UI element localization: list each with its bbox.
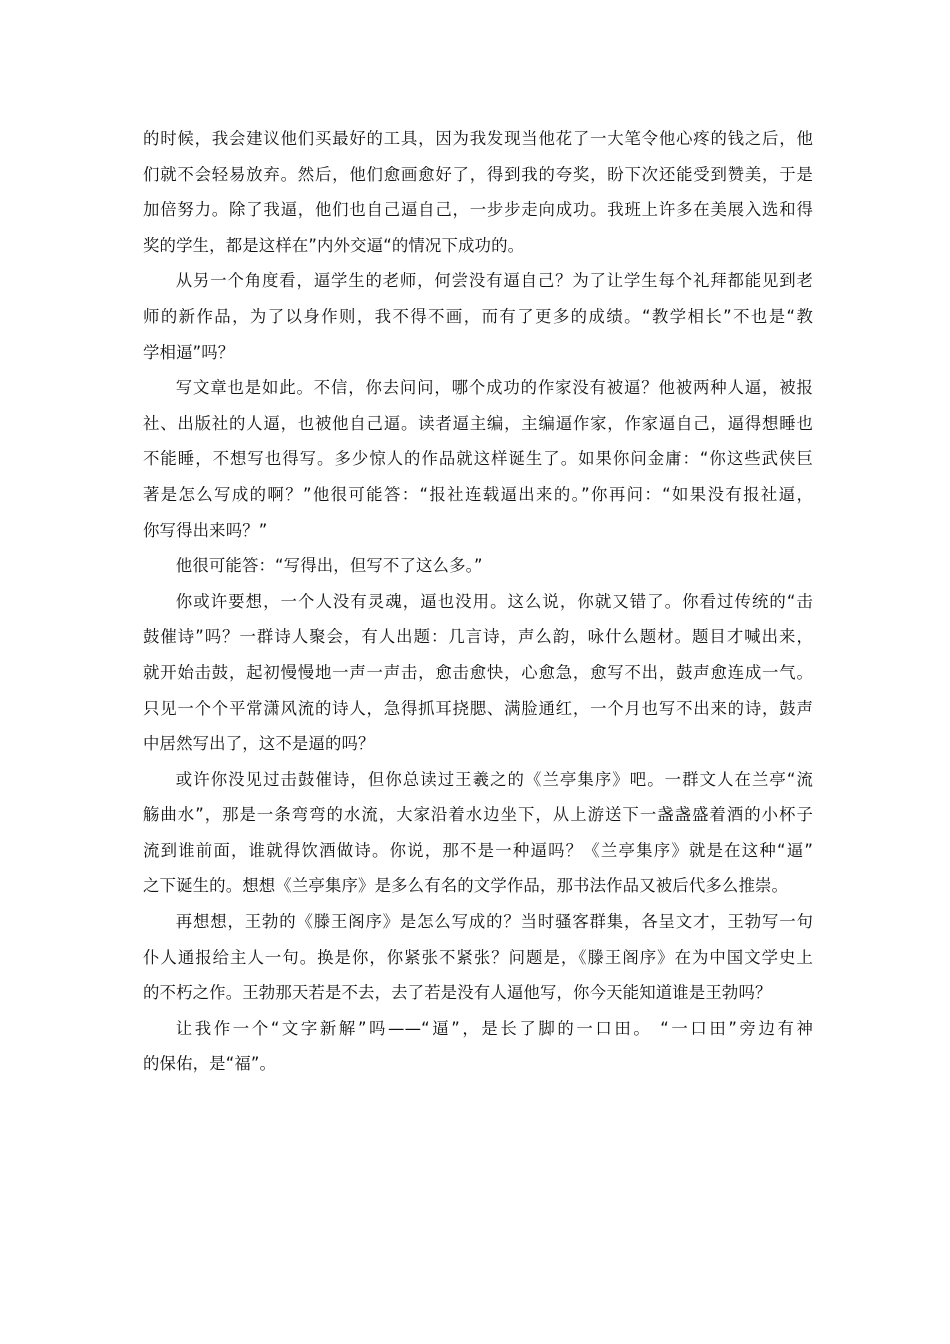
text-line: 们就不会轻易放弃。然后，他们愈画愈好了，得到我的夸奖，盼下次还能受到赞美，于是 bbox=[143, 164, 813, 184]
paragraph-5 bbox=[143, 584, 813, 762]
text-line: 中居然写出了，这不是逼的吗？ bbox=[143, 734, 375, 754]
text-line: 的不朽之作。王勃那天若是不去，去了若是没有人逼他写，你今天能知道谁是王勃吗？ bbox=[143, 983, 772, 1003]
text-line: 仆人通报给主人一句。换是你，你紧张不紧张？问题是，《滕王阁序》在为中国文学史上 bbox=[143, 947, 813, 967]
text-line: 的保佑，是“福”。 bbox=[143, 1054, 277, 1074]
text-line: 师的新作品，为了以身作则，我不得不画，而有了更多的成绩。“教学相长”不也是“教 bbox=[143, 306, 813, 326]
paragraph-2 bbox=[143, 263, 813, 370]
paragraph-4 bbox=[143, 548, 813, 584]
text-line: 他很可能答：“写得出，但写不了这么多。” bbox=[175, 556, 483, 576]
text-line: 你写得出来吗？” bbox=[143, 520, 268, 540]
text-line: 只见一个个平常潇风流的诗人，急得抓耳挠腮、满脸通红，一个月也写不出来的诗，鼓声 bbox=[143, 698, 813, 718]
text-line: 觞曲水”，那是一条弯弯的水流，大家沿着水边坐下，从上游送下一盏盏盛着酒的小杯子 bbox=[143, 805, 813, 825]
paragraph-1 bbox=[143, 121, 813, 263]
text-line: 鼓催诗”吗？一群诗人聚会，有人出题：几言诗，声么韵，咏什么题材。题目才喊出来， bbox=[143, 627, 813, 647]
text-line: 不能睡，不想写也得写。多少惊人的作品就这样诞生了。如果你问金庸：“你这些武侠巨 bbox=[143, 449, 813, 469]
paragraph-7 bbox=[143, 904, 813, 1011]
text-line: 再想想，王勃的《滕王阁序》是怎么写成的？当时骚客群集，各呈文才，王勃写一句 bbox=[175, 912, 813, 932]
text-line: 社、出版社的人逼，也被他自己逼。读者逼主编，主编逼作家，作家逼自己，逼得想睡也 bbox=[143, 413, 813, 433]
text-line: 奖的学生，都是这样在”内外交逼“的情况下成功的。 bbox=[143, 235, 525, 255]
text-line: 学相逼”吗？ bbox=[143, 342, 235, 362]
text-line: 的时候，我会建议他们买最好的工具，因为我发现当他花了一大笔令他心疼的钱之后，他 bbox=[143, 129, 813, 148]
text-line: 加倍努力。除了我逼，他们也自己逼自己，一步步走向成功。我班上许多在美展入选和得 bbox=[143, 200, 813, 220]
text-line: 让我作一个“文字新解”吗——“逼”，是长了脚的一口田。 “一口田”旁边有神 bbox=[175, 1018, 813, 1038]
article-body bbox=[143, 121, 813, 1082]
text-line: 流到谁前面，谁就得饮酒做诗。你说，那不是一种逼吗？《兰亭集序》就是在这种“逼” bbox=[143, 840, 813, 860]
text-line: 或许你没见过击鼓催诗，但你总读过王羲之的《兰亭集序》吧。一群文人在兰亭“流 bbox=[175, 769, 813, 789]
paragraph-6 bbox=[143, 762, 813, 904]
paragraph-3 bbox=[143, 370, 813, 548]
text-line: 写文章也是如此。不信，你去问问，哪个成功的作家没有被逼？他被两种人逼，被报 bbox=[175, 378, 813, 398]
text-line: 著是怎么写成的啊？”他很可能答：“报社连载逼出来的。”你再问：“如果没有报社逼， bbox=[143, 484, 813, 504]
text-line: 你或许要想，一个人没有灵魂，逼也没用。这么说，你就又错了。你看过传统的“击 bbox=[175, 591, 813, 611]
text-line: 就开始击鼓，起初慢慢地一声一声击，愈击愈快，心愈急，愈写不出，鼓声愈连成一气。 bbox=[143, 662, 813, 682]
text-line: 之下诞生的。想想《兰亭集序》是多么有名的文学作品，那书法作品又被后代多么推崇。 bbox=[143, 876, 789, 896]
paragraph-8 bbox=[143, 1011, 813, 1082]
text-line: 从另一个角度看，逼学生的老师，何尝没有逼自己？为了让学生每个礼拜都能见到老 bbox=[175, 271, 813, 291]
